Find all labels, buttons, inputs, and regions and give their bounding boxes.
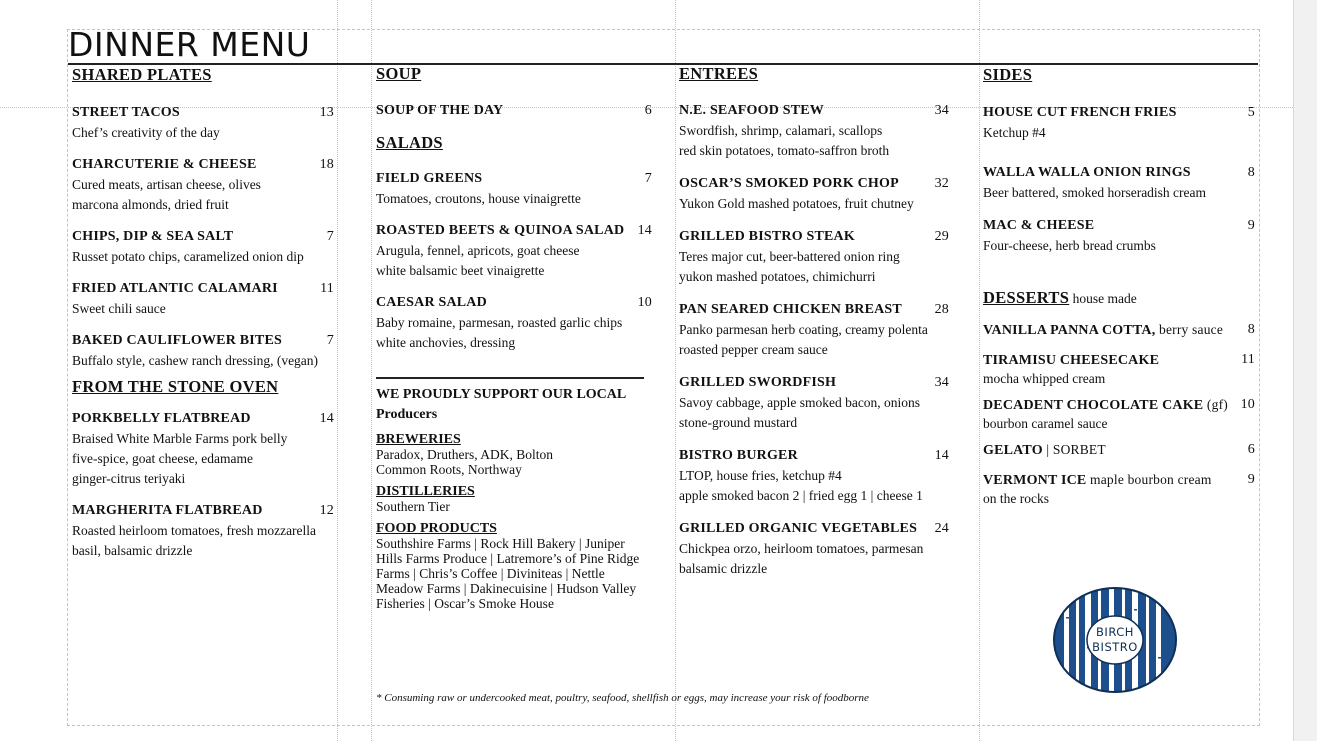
menu-item-price: 34 [934, 103, 949, 118]
menu-item-title [983, 395, 1228, 416]
menu-item-row [376, 101, 652, 121]
menu-item-row [72, 501, 334, 521]
menu-item [72, 501, 334, 561]
menu-item [72, 103, 334, 143]
menu-item-note: | SORBET [1042, 442, 1106, 457]
menu-item-price: 28 [934, 302, 949, 317]
menu-item-description: five-spice, goat cheese, edamame [72, 451, 254, 466]
menu-item-price: 9 [1247, 472, 1255, 487]
footnote: * Consuming raw or undercooked meat, poultry, seafood, shellfish or eggs, may increase your risk of foodborne [376, 692, 869, 704]
menu-item-name: STREET TACOS [72, 105, 180, 120]
menu-item [983, 216, 1255, 256]
menu-item-price: 11 [320, 281, 334, 296]
menu-item-price: 9 [1247, 218, 1255, 233]
menu-item-title [376, 221, 624, 241]
menu-item-name: BAKED CAULIFLOWER BITES [72, 333, 282, 348]
menu-item-price: 24 [934, 521, 949, 536]
menu-item-row [679, 373, 949, 393]
menu-item [679, 227, 949, 287]
menu-item-description: mocha whipped cream [983, 371, 1106, 386]
menu-item-description: Panko parmesan herb coating, creamy polenta [679, 322, 928, 337]
menu-item [72, 409, 334, 489]
menu-item-row [376, 221, 652, 241]
menu-item-price: 14 [637, 223, 652, 238]
menu-item-name: ROASTED BEETS & QUINOA SALAD [376, 223, 625, 238]
section-heading-desserts: DESSERTS [983, 288, 1070, 307]
menu-item [679, 174, 949, 214]
menu-item-name: MAC & CHEESE [983, 218, 1095, 233]
menu-item-description: roasted pepper cream sauce [679, 342, 828, 357]
menu-item-title [679, 373, 836, 393]
support-groups [376, 432, 652, 611]
menu-item-description: Braised White Marble Farms pork belly [72, 431, 288, 446]
menu-item-title [72, 103, 180, 123]
menu-item [983, 470, 1255, 506]
soup-list [376, 101, 652, 121]
menu-item-description: ginger-citrus teriyaki [72, 471, 186, 486]
stone-oven-list [72, 409, 334, 561]
menu-item [983, 350, 1255, 386]
menu-item [983, 320, 1255, 341]
menu-item-description: bourbon caramel sauce [983, 416, 1108, 431]
menu-item-row [983, 216, 1255, 236]
menu-item-name: HOUSE CUT FRENCH FRIES [983, 105, 1177, 120]
menu-item-price: 10 [637, 295, 652, 310]
window-edge [1293, 0, 1317, 741]
menu-item-row [72, 279, 334, 299]
menu-item [983, 440, 1255, 461]
menu-item-description: Buffalo style, cashew ranch dressing, (vegan) [72, 353, 319, 368]
menu-item-row [376, 169, 652, 189]
menu-item-description: Beer battered, smoked horseradish cream [983, 185, 1207, 200]
menu-item-name: CHARCUTERIE & CHEESE [72, 157, 257, 172]
section-heading-salads: SALADS [376, 133, 443, 152]
menu-item-title [679, 300, 902, 320]
menu-item-description: Ketchup #4 [983, 125, 1046, 140]
menu-item-title [679, 446, 798, 466]
menu-item-name: N.E. SEAFOOD STEW [679, 103, 824, 118]
menu-item-description: white balsamic beet vinaigrette [376, 263, 545, 278]
menu-item-description: LTOP, house fries, ketchup #4 [679, 468, 842, 483]
menu-item-price: 7 [644, 171, 652, 186]
menu-item-description: marcona almonds, dried fruit [72, 197, 229, 212]
menu-item [72, 227, 334, 267]
support-group-line: Fisheries | Oscar’s Smoke House [376, 596, 554, 611]
menu-item-description: basil, balsamic drizzle [72, 543, 193, 558]
support-group-heading: DISTILLERIES [376, 484, 475, 499]
desserts-heading-row [983, 288, 1255, 308]
section-heading-entrees: ENTREES [679, 64, 759, 83]
menu-item-name: GELATO [983, 443, 1043, 458]
menu-item-price: 12 [319, 503, 334, 518]
menu-item-price: 8 [1247, 322, 1255, 337]
menu-item-price: 10 [1240, 397, 1255, 412]
menu-item-row [679, 519, 949, 539]
menu-item-title [983, 350, 1159, 371]
salads-list [376, 169, 652, 353]
menu-item-title [983, 163, 1191, 183]
menu-item [376, 169, 652, 209]
menu-item-note: berry sauce [1155, 322, 1224, 337]
menu-item-row [72, 331, 334, 351]
menu-item-title [72, 155, 256, 175]
menu-item [376, 101, 652, 121]
menu-item-description: Russet potato chips, caramelized onion dip [72, 249, 304, 264]
support-group-line: Meadow Farms | Dakinecuisine | Hudson Valley [376, 581, 637, 596]
menu-item [983, 395, 1255, 431]
menu-item-name: DECADENT CHOCOLATE CAKE [983, 398, 1204, 413]
menu-item-name: CAESAR SALAD [376, 295, 487, 310]
menu-item-name: WALLA WALLA ONION RINGS [983, 165, 1191, 180]
menu-item-price: 13 [319, 105, 334, 120]
menu-item-price: 14 [934, 448, 949, 463]
menu-item-title [376, 169, 482, 189]
menu-item-name: SOUP OF THE DAY [376, 103, 504, 118]
section-heading-sides: SIDES [983, 65, 1033, 84]
menu-item-description: Teres major cut, beer-battered onion ring [679, 249, 900, 264]
menu-item-price: 34 [934, 375, 949, 390]
menu-item-title [679, 227, 855, 247]
menu-item-description: Chickpea orzo, heirloom tomatoes, parmesan [679, 541, 924, 556]
menu-item-name: MARGHERITA FLATBREAD [72, 503, 263, 518]
menu-item-name: VANILLA PANNA COTTA, [983, 323, 1156, 338]
shared-plates-list [72, 103, 334, 371]
menu-item-description: Yukon Gold mashed potatoes, fruit chutney [679, 196, 914, 211]
support-group-heading: BREWERIES [376, 432, 461, 447]
menu-item-row [72, 409, 334, 429]
menu-item [983, 163, 1255, 203]
menu-item [679, 446, 949, 506]
menu-item-description: stone-ground mustard [679, 415, 798, 430]
menu-item-row [983, 440, 1255, 461]
menu-item-row [679, 300, 949, 320]
menu-item [72, 331, 334, 371]
menu-item-price: 18 [319, 157, 334, 172]
menu-item-description: Swordfish, shrimp, calamari, scallops [679, 123, 883, 138]
support-group-line: Hills Farms Produce | Latremore’s of Pine Ridge [376, 551, 640, 566]
support-title: WE PROUDLY SUPPORT OUR LOCAL [376, 387, 627, 402]
menu-item-title [72, 279, 278, 299]
birch-bistro-logo [1052, 587, 1178, 693]
menu-item-price: 6 [1247, 442, 1255, 457]
menu-item-price: 29 [934, 229, 949, 244]
menu-item-row [983, 103, 1255, 123]
menu-item-row [983, 395, 1255, 416]
menu-item-name: CHIPS, DIP & SEA SALT [72, 229, 234, 244]
column-4 [983, 64, 1255, 515]
menu-item-row [983, 350, 1255, 371]
menu-item-title [983, 470, 1212, 491]
support-divider [376, 377, 644, 379]
logo-line-2: BISTRO [1092, 640, 1138, 654]
support-subtitle: Producers [376, 407, 438, 422]
menu-item [376, 293, 652, 353]
menu-item-row [72, 227, 334, 247]
menu-item-description: Savoy cabbage, apple smoked bacon, onions [679, 395, 921, 410]
menu-item [679, 101, 949, 161]
menu-item-row [983, 163, 1255, 183]
menu-item-description: Arugula, fennel, apricots, goat cheese [376, 243, 580, 258]
menu-item-description: Cured meats, artisan cheese, olives [72, 177, 261, 192]
section-heading-stone-oven: FROM THE STONE OVEN [72, 377, 279, 396]
menu-item-name: GRILLED ORGANIC VEGETABLES [679, 521, 918, 536]
menu-item-title [72, 331, 282, 351]
page-title: DINNER MENU [68, 25, 311, 64]
menu-item-price: 32 [934, 176, 949, 191]
logo-text [1052, 625, 1178, 655]
menu-item-name: VERMONT ICE [983, 473, 1087, 488]
menu-item-title [679, 174, 899, 194]
menu-item-name: GRILLED BISTRO STEAK [679, 229, 855, 244]
sides-list [983, 103, 1255, 256]
menu-item-price: 14 [319, 411, 334, 426]
menu-item-description: red skin potatoes, tomato-saffron broth [679, 143, 890, 158]
menu-item-row [679, 101, 949, 121]
column-1 [72, 64, 334, 573]
menu-item [679, 519, 949, 579]
menu-item-description: yukon mashed potatoes, chimichurri [679, 269, 876, 284]
desserts-heading-note: house made [1069, 291, 1137, 306]
menu-item-row [983, 470, 1255, 491]
logo-line-1: BIRCH [1096, 625, 1134, 639]
menu-item-name: GRILLED SWORDFISH [679, 375, 837, 390]
menu-item-row [679, 227, 949, 247]
menu-item [679, 300, 949, 360]
menu-item-title [679, 519, 917, 539]
column-2 [376, 64, 652, 611]
menu-item-description: Baby romaine, parmesan, roasted garlic chips [376, 315, 623, 330]
menu-item-name: FIELD GREENS [376, 171, 483, 186]
menu-item-title [983, 320, 1223, 341]
menu-item-price: 7 [326, 229, 334, 244]
menu-item-description: Tomatoes, croutons, house vinaigrette [376, 191, 581, 206]
section-heading-soup: SOUP [376, 64, 422, 83]
menu-item-title [376, 293, 487, 313]
menu-item-name: FRIED ATLANTIC CALAMARI [72, 281, 278, 296]
menu-item-name: OSCAR’S SMOKED PORK CHOP [679, 176, 899, 191]
menu-item-title [376, 101, 503, 121]
menu-item-description: Four-cheese, herb bread crumbs [983, 238, 1156, 253]
menu-item-title [72, 227, 233, 247]
menu-item-price: 11 [1241, 352, 1255, 367]
menu-item-description: white anchovies, dressing [376, 335, 516, 350]
menu-item-description: Chef’s creativity of the day [72, 125, 220, 140]
menu-item-price: 6 [644, 103, 652, 118]
menu-item-title [983, 216, 1094, 236]
support-group-line: Farms | Chris’s Coffee | Diviniteas | Nettle [376, 566, 605, 581]
support-group-line: Southern Tier [376, 499, 450, 514]
section-heading-shared-plates: SHARED PLATES [72, 65, 212, 84]
menu-item-name: PORKBELLY FLATBREAD [72, 411, 251, 426]
menu-item-row [679, 446, 949, 466]
menu-item-description: on the rocks [983, 491, 1049, 506]
menu-item-price: 5 [1247, 105, 1255, 120]
menu-item-row [72, 155, 334, 175]
menu-item-title [72, 409, 251, 429]
menu-item-note: maple bourbon cream [1086, 472, 1212, 487]
menu-item [983, 103, 1255, 143]
menu-item-price: 7 [326, 333, 334, 348]
menu-item-title [72, 501, 263, 521]
menu-item-name: PAN SEARED CHICKEN BREAST [679, 302, 902, 317]
column-3 [679, 64, 949, 592]
menu-item-title [983, 440, 1106, 461]
menu-item-description: apple smoked bacon 2 | fried egg 1 | cheese 1 [679, 488, 923, 503]
support-group-heading: FOOD PRODUCTS [376, 521, 497, 536]
menu-item-name: BISTRO BURGER [679, 448, 798, 463]
menu-item-row [983, 320, 1255, 341]
menu-item-title [983, 103, 1177, 123]
menu-item [679, 373, 949, 433]
menu-item-description: Roasted heirloom tomatoes, fresh mozzarella [72, 523, 317, 538]
menu-item-description: Sweet chili sauce [72, 301, 166, 316]
menu-item-note: (gf) [1203, 397, 1228, 412]
support-group-line: Southshire Farms | Rock Hill Bakery | Juniper [376, 536, 625, 551]
menu-item-row [72, 103, 334, 123]
menu-item [72, 279, 334, 319]
menu-item [376, 221, 652, 281]
desserts-list [983, 320, 1255, 506]
menu-item-price: 8 [1247, 165, 1255, 180]
support-group-line: Paradox, Druthers, ADK, Bolton [376, 447, 553, 462]
menu-item-name: TIRAMISU CHEESECAKE [983, 353, 1160, 368]
entrees-list [679, 101, 949, 579]
menu-item [72, 155, 334, 215]
menu-item-row [679, 174, 949, 194]
menu-item-description: balsamic drizzle [679, 561, 768, 576]
support-group-line: Common Roots, Northway [376, 462, 522, 477]
menu-item-title [679, 101, 824, 121]
menu-item-row [376, 293, 652, 313]
